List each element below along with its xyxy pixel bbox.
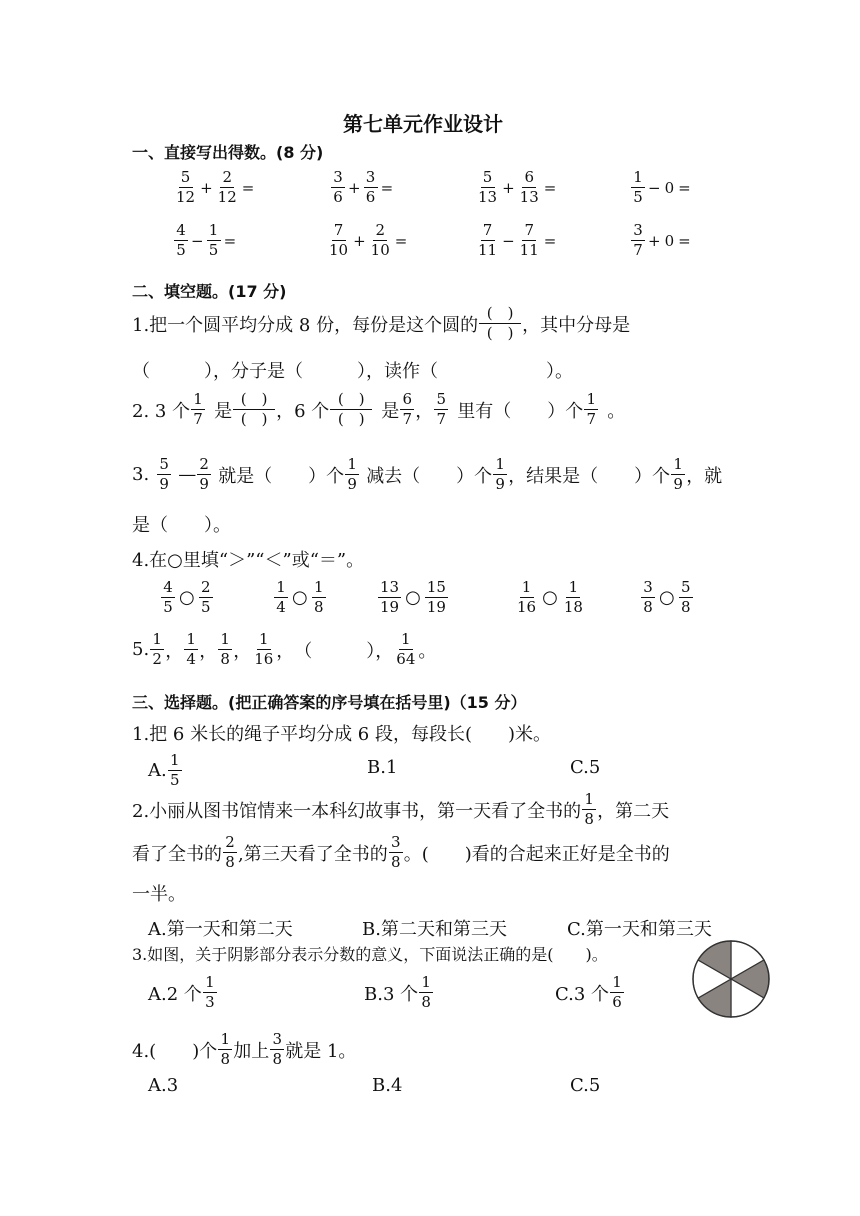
fraction: $\frac{1}{3}$: [203, 975, 217, 1010]
question-3-4: 4.( )个 $\frac{1}{8}$ 加上 $\frac{3}{8}$ 就是 1。: [132, 1030, 357, 1068]
section-3-heading: 三、选择题。(把正确答案的序号填在括号里)（15 分）: [132, 693, 527, 712]
fraction: $\frac{1}{5}$: [168, 753, 182, 788]
calc-item: $\frac{7}{10}$ + $\frac{2}{10}$ =: [329, 221, 408, 259]
fraction: $\frac{1}{5}$: [207, 223, 221, 258]
question-3-1: 1.把 6 米长的绳子平均分成 6 段，每段长( )米。: [132, 724, 552, 745]
fraction: $\frac{1}{4}$: [274, 580, 288, 615]
option-a[interactable]: A. $\frac{1}{5}$: [148, 753, 183, 788]
fraction: $\frac{1}{6}$: [610, 975, 624, 1010]
compare-circle[interactable]: ○: [405, 587, 421, 608]
fraction: $\frac{6}{7}$: [400, 392, 414, 427]
fraction: $\frac{1}{16}$: [254, 630, 274, 668]
calc-item: $\frac{3}{6}$ + $\frac{3}{6}$ =: [330, 170, 395, 205]
fraction: $\frac{2}{12}$: [217, 168, 237, 206]
fraction: $\frac{2}{5}$: [199, 580, 213, 615]
fraction: $\frac{1}{8}$: [419, 975, 433, 1010]
question-2-5: 5. $\frac{1}{2}$ ， $\frac{1}{4}$ ， $\frac{1}{8}$ ， $\frac{1}{16}$ ， （ ）， $\frac{1}{64}$ 。: [132, 630, 437, 668]
calc-item: $\frac{1}{5}$ − 0 =: [630, 170, 693, 205]
fraction: $\frac{13}{19}$: [380, 578, 400, 616]
question-2-3: 3. $\frac{5}{9}$ — $\frac{2}{9}$ 就是（ ）个 $\frac{1}{9}$ 减去（ ）个 $\frac{1}{9}$ ，结果是（ ）个 $\frac{1}{9}$ ，就: [132, 455, 723, 493]
fraction: $\frac{5}{9}$: [157, 457, 171, 492]
fraction: $\frac{1}{18}$: [563, 578, 583, 616]
option-b[interactable]: B.3 个 $\frac{1}{8}$: [364, 975, 434, 1010]
compare-circle[interactable]: ○: [659, 587, 675, 608]
blank-fraction[interactable]: $\frac{( )}{( )}$: [233, 392, 275, 427]
compare-item: [273, 580, 327, 615]
fraction: $\frac{1}{8}$: [312, 580, 326, 615]
fraction: $\frac{3}{8}$: [270, 1032, 284, 1067]
compare-item: [377, 580, 449, 615]
option-b[interactable]: B.1: [367, 757, 398, 778]
fraction: $\frac{3}{8}$: [389, 835, 403, 870]
fraction: $\frac{7}{11}$: [519, 221, 539, 259]
fraction: $\frac{5}{8}$: [679, 580, 693, 615]
section-1-heading: 一、直接写出得数。(8 分): [132, 143, 324, 162]
fraction: $\frac{1}{8}$: [218, 1032, 232, 1067]
compare-circle[interactable]: ○: [292, 587, 308, 608]
fraction: $\frac{1}{9}$: [493, 457, 507, 492]
fraction: $\frac{1}{8}$: [582, 792, 596, 827]
fraction: $\frac{1}{7}$: [191, 392, 205, 427]
calc-item: $\frac{5}{12}$ + $\frac{2}{12}$ =: [176, 168, 255, 206]
calc-item: $\frac{5}{13}$ + $\frac{6}{13}$ =: [478, 168, 557, 206]
fraction: $\frac{1}{8}$: [218, 632, 232, 667]
blank-fraction[interactable]: $\frac{( )}{( )}$: [330, 392, 372, 427]
option-a[interactable]: A.2 个 $\frac{1}{3}$: [148, 975, 218, 1010]
compare-item: [640, 580, 694, 615]
option-c[interactable]: C.3 个 $\frac{1}{6}$: [555, 975, 625, 1010]
blank-fraction[interactable]: $\frac{( )}{( )}$: [479, 306, 521, 341]
fraction: $\frac{1}{9}$: [345, 457, 359, 492]
fraction: $\frac{2}{9}$: [197, 457, 211, 492]
compare-circle[interactable]: ○: [542, 587, 558, 608]
fraction: $\frac{6}{13}$: [519, 168, 539, 206]
question-3-2-line2: 看了全书的 $\frac{2}{8}$ ,第三天看了全书的 $\frac{3}{8}$ 。( )看的合起来正好是全书的: [132, 833, 670, 871]
fraction: $\frac{2}{10}$: [370, 221, 390, 259]
question-3-2-line3: 一半。: [132, 884, 186, 905]
compare-item: [160, 580, 214, 615]
fraction: $\frac{5}{12}$: [176, 168, 196, 206]
fraction: $\frac{1}{64}$: [396, 630, 416, 668]
fraction: $\frac{1}{16}$: [517, 578, 537, 616]
fraction: $\frac{1}{7}$: [584, 392, 598, 427]
option-c[interactable]: C.第一天和第三天: [567, 919, 712, 940]
question-2-1-line2: （ ），分子是（ ），读作（ ）。: [132, 361, 573, 382]
option-b[interactable]: B.第二天和第三天: [362, 919, 507, 940]
option-a[interactable]: A.3: [148, 1075, 179, 1096]
option-c[interactable]: C.5: [570, 1075, 601, 1096]
fraction: $\frac{3}{6}$: [364, 170, 378, 205]
fraction: $\frac{3}{8}$: [641, 580, 655, 615]
calc-item: $\frac{3}{7}$ + 0 =: [630, 223, 693, 258]
fraction: $\frac{7}{10}$: [329, 221, 349, 259]
fraction: $\frac{2}{8}$: [223, 835, 237, 870]
fraction: $\frac{15}{19}$: [426, 578, 446, 616]
question-2-2: 2. 3 个 $\frac{1}{7}$ 是 $\frac{( )}{( )}$ ，6 个 $\frac{( )}{( )}$ 是 $\frac{6}{7}$ ， $\frac{5}{7}$ 里有（ ）个 $\frac{1}{7}$ 。: [132, 390, 626, 428]
section-2-heading: 二、填空题。(17 分): [132, 282, 287, 301]
fraction: $\frac{1}{2}$: [150, 632, 164, 667]
pie-diagram: [690, 938, 772, 1020]
calc-item: $\frac{7}{11}$ − $\frac{7}{11}$ =: [478, 221, 557, 259]
fraction: $\frac{4}{5}$: [174, 223, 188, 258]
fraction: $\frac{3}{7}$: [631, 223, 645, 258]
option-a[interactable]: A.第一天和第二天: [148, 919, 293, 940]
option-c[interactable]: C.5: [570, 757, 601, 778]
calc-item: $\frac{4}{5}$ − $\frac{1}{5}$ =: [173, 223, 238, 258]
fraction: $\frac{5}{13}$: [478, 168, 498, 206]
fraction: $\frac{1}{5}$: [631, 170, 645, 205]
fraction: $\frac{5}{7}$: [434, 392, 448, 427]
fraction: $\frac{3}{6}$: [331, 170, 345, 205]
fraction: $\frac{7}{11}$: [478, 221, 498, 259]
compare-item: [514, 580, 586, 615]
question-3-2: 2.小丽从图书馆情来一本科幻故事书，第一天看了全书的 $\frac{1}{8}$ ，第二天: [132, 790, 670, 828]
fraction: $\frac{4}{5}$: [161, 580, 175, 615]
fraction: $\frac{1}{4}$: [184, 632, 198, 667]
option-b[interactable]: B.4: [372, 1075, 403, 1096]
question-2-4: 4.在○里填“＞”“＜”或“＝”。: [132, 550, 365, 571]
fraction: $\frac{1}{9}$: [671, 457, 685, 492]
answer-blank[interactable]: （ ），: [294, 640, 394, 662]
compare-circle[interactable]: ○: [179, 587, 195, 608]
question-3-3: 3.如图，关于阴影部分表示分数的意义，下面说法正确的是( )。: [132, 945, 608, 964]
page-title: 第七单元作业设计: [343, 112, 503, 136]
question-2-1: 1.把一个圆平均分成 8 份，每份是这个圆的 $\frac{( )}{( )}$ ，其中分母是: [132, 304, 631, 342]
question-2-3-line2: 是（ ）。: [132, 515, 231, 536]
